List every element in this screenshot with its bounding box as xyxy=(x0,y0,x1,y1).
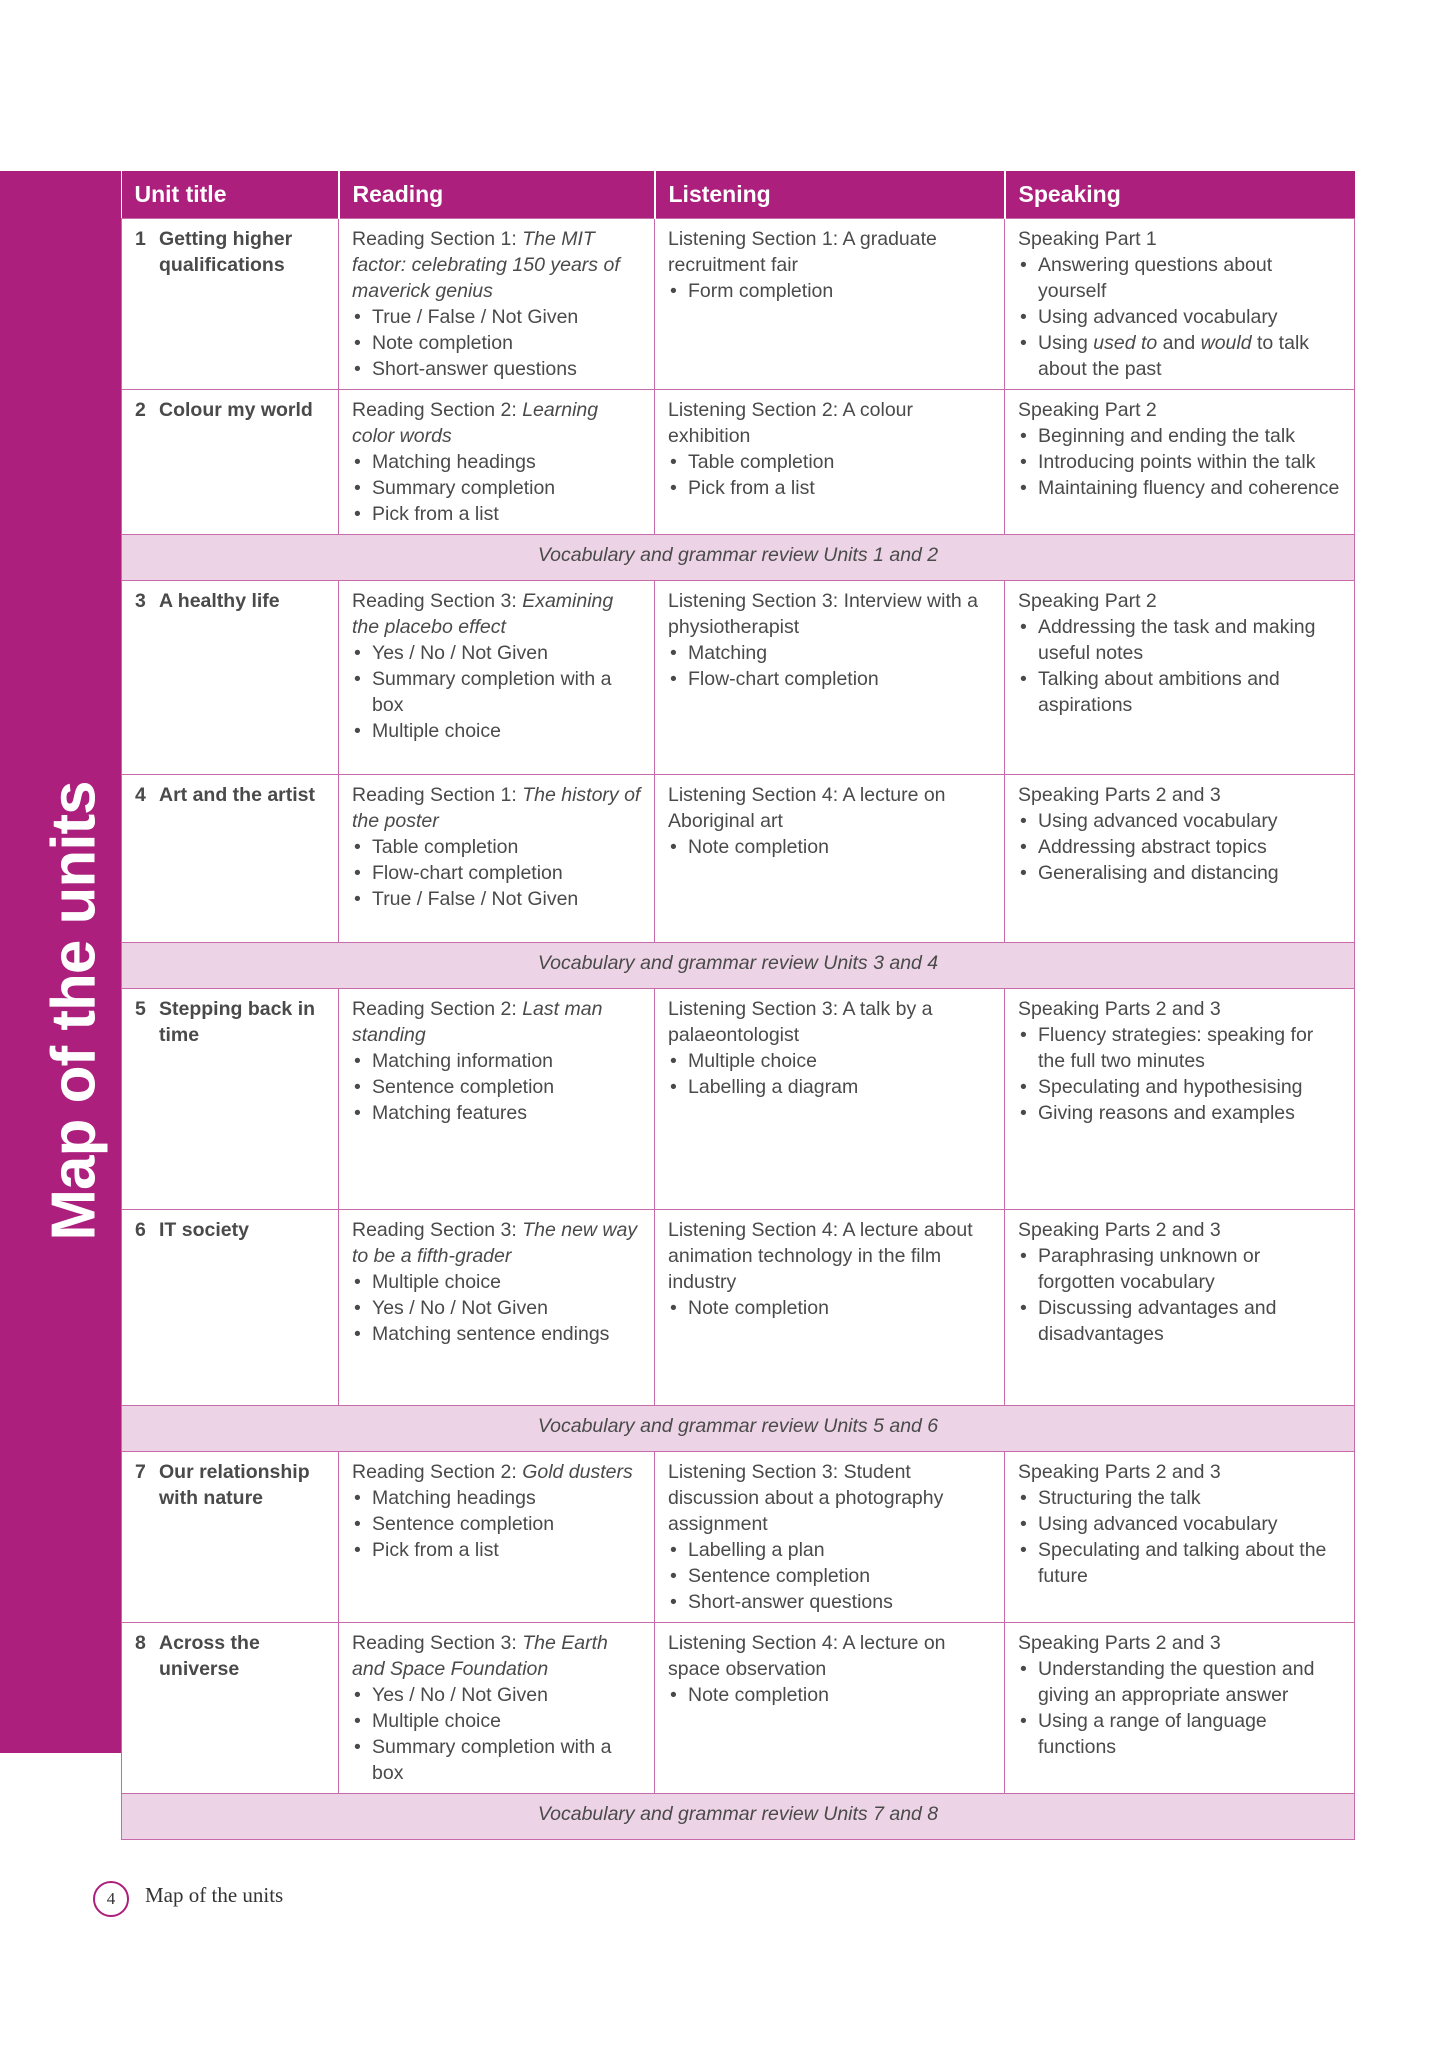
list-item: • Introducing points within the talk xyxy=(1018,449,1341,475)
unit-title-wrap xyxy=(135,996,325,1048)
listening-task-list xyxy=(668,1682,991,1708)
reading-passage-title: Examining the placebo effect xyxy=(352,590,614,638)
listening-task-list xyxy=(668,834,991,860)
list-item: • Generalising and distancing xyxy=(1018,860,1341,886)
header-speaking: Speaking xyxy=(1005,171,1355,219)
list-item: • Note completion xyxy=(352,330,641,356)
unit-number: 1 xyxy=(135,228,146,250)
reading-heading xyxy=(352,588,641,640)
unit-title-cell xyxy=(122,1452,339,1623)
reading-section: Reading Section 1: xyxy=(352,228,523,250)
speaking-task-list xyxy=(1018,1243,1341,1347)
reading-heading xyxy=(352,996,641,1048)
listening-cell xyxy=(655,1210,1005,1406)
speaking-heading: Speaking Parts 2 and 3 xyxy=(1018,784,1221,806)
list-item: • Short-answer questions xyxy=(352,356,641,382)
reading-task-list xyxy=(352,1048,641,1126)
side-title: Map of the units xyxy=(39,781,109,1241)
listening-task-list xyxy=(668,278,991,304)
unit-number: 5 xyxy=(135,998,146,1020)
list-item: • Using advanced vocabulary xyxy=(1018,1511,1341,1537)
speaking-task-list xyxy=(1018,1485,1341,1589)
list-item-part: used to xyxy=(1093,332,1158,354)
unit-title-wrap xyxy=(135,1630,325,1682)
listening-cell xyxy=(655,1623,1005,1794)
list-item: • Speculating and hypothesising xyxy=(1018,1074,1341,1100)
review-row xyxy=(122,943,1355,989)
units-table xyxy=(121,171,1355,1840)
unit-title-cell xyxy=(122,390,339,535)
list-item: • Pick from a list xyxy=(352,1537,641,1563)
list-item: • Labelling a diagram xyxy=(668,1074,991,1100)
speaking-heading: Speaking Part 2 xyxy=(1018,590,1157,612)
list-item: • Labelling a plan xyxy=(668,1537,991,1563)
unit-title-cell xyxy=(122,1623,339,1794)
unit-number: 2 xyxy=(135,399,146,421)
list-item: • Note completion xyxy=(668,1682,991,1708)
review-row xyxy=(122,1794,1355,1840)
speaking-cell xyxy=(1005,775,1355,943)
list-item: • Flow-chart completion xyxy=(668,666,991,692)
listening-cell xyxy=(655,989,1005,1210)
table-row xyxy=(122,1452,1355,1623)
speaking-heading: Speaking Parts 2 and 3 xyxy=(1018,998,1221,1020)
review-label: Vocabulary and grammar review Units 7 and 8 xyxy=(122,1794,1355,1840)
unit-name: Art and the artist xyxy=(159,784,316,806)
reading-passage-title: The MIT factor: celebrating 150 years of maverick genius xyxy=(352,228,620,302)
reading-section: Reading Section 3: xyxy=(352,1219,523,1241)
speaking-task-list xyxy=(1018,423,1341,501)
list-item: • Using advanced vocabulary xyxy=(1018,808,1341,834)
list-item: • Yes / No / Not Given xyxy=(352,1682,641,1708)
list-item: • Talking about ambitions and aspirations xyxy=(1018,666,1341,718)
reading-cell xyxy=(339,219,655,390)
list-item-part: would xyxy=(1200,332,1252,354)
unit-number: 3 xyxy=(135,590,146,612)
list-item: • True / False / Not Given xyxy=(352,886,641,912)
reading-task-list xyxy=(352,834,641,912)
header-row xyxy=(122,171,1355,219)
reading-cell xyxy=(339,775,655,943)
speaking-task-list xyxy=(1018,1656,1341,1760)
unit-title-wrap xyxy=(135,397,325,423)
list-item: • Yes / No / Not Given xyxy=(352,1295,641,1321)
unit-name: Colour my world xyxy=(159,399,313,421)
unit-title-wrap xyxy=(135,588,325,614)
unit-name: Our relationship with nature xyxy=(159,1461,310,1509)
speaking-cell xyxy=(1005,581,1355,775)
list-item-part: to talk about the past xyxy=(1038,332,1310,380)
list-item: • Note completion xyxy=(668,834,991,860)
reading-section: Reading Section 2: xyxy=(352,1461,523,1483)
reading-heading xyxy=(352,397,641,449)
listening-cell xyxy=(655,581,1005,775)
review-label: Vocabulary and grammar review Units 1 and 2 xyxy=(122,535,1355,581)
unit-title-cell xyxy=(122,1210,339,1406)
list-item: • Matching headings xyxy=(352,1485,641,1511)
table-row xyxy=(122,581,1355,775)
list-item: • Sentence completion xyxy=(668,1563,991,1589)
list-item: • Matching information xyxy=(352,1048,641,1074)
review-row xyxy=(122,1406,1355,1452)
unit-number: 4 xyxy=(135,784,146,806)
listening-heading: Listening Section 4: A lecture on space observation xyxy=(668,1632,946,1680)
list-item: • Multiple choice xyxy=(352,718,641,744)
listening-heading: Listening Section 3: A talk by a palaeontologist xyxy=(668,998,933,1046)
listening-cell xyxy=(655,219,1005,390)
header-reading: Reading xyxy=(339,171,655,219)
speaking-heading: Speaking Part 1 xyxy=(1018,228,1157,250)
speaking-task-list xyxy=(1018,808,1341,886)
list-item: • Yes / No / Not Given xyxy=(352,640,641,666)
reading-heading xyxy=(352,782,641,834)
reading-heading xyxy=(352,1217,641,1269)
list-item: • Form completion xyxy=(668,278,991,304)
speaking-task-list xyxy=(1018,252,1341,382)
page-number: 4 xyxy=(93,1881,129,1917)
speaking-task-list xyxy=(1018,614,1341,718)
list-item-part: and xyxy=(1157,332,1201,354)
list-item: • Maintaining fluency and coherence xyxy=(1018,475,1341,501)
list-item: • Structuring the talk xyxy=(1018,1485,1341,1511)
list-item: • Short-answer questions xyxy=(668,1589,991,1615)
table-row xyxy=(122,989,1355,1210)
reading-heading xyxy=(352,1459,641,1485)
unit-title-wrap xyxy=(135,1459,325,1511)
list-item: • Addressing the task and making useful notes xyxy=(1018,614,1341,666)
list-item: • Answering questions about yourself xyxy=(1018,252,1341,304)
reading-cell xyxy=(339,581,655,775)
list-item: • Flow-chart completion xyxy=(352,860,641,886)
reading-passage-title: The Earth and Space Foundation xyxy=(352,1632,608,1680)
speaking-cell xyxy=(1005,1210,1355,1406)
list-item: • Using a range of language functions xyxy=(1018,1708,1341,1760)
list-item: • True / False / Not Given xyxy=(352,304,641,330)
list-item: • Beginning and ending the talk xyxy=(1018,423,1341,449)
side-band xyxy=(0,171,121,1753)
unit-name: Across the universe xyxy=(159,1632,260,1680)
unit-name: Getting higher qualifications xyxy=(159,228,293,276)
unit-title-cell xyxy=(122,989,339,1210)
reading-task-list xyxy=(352,1682,641,1786)
list-item: • Discussing advantages and disadvantages xyxy=(1018,1295,1341,1347)
reading-cell xyxy=(339,1623,655,1794)
unit-name: Stepping back in time xyxy=(159,998,316,1046)
speaking-cell xyxy=(1005,390,1355,535)
listening-heading: Listening Section 3: Interview with a physiotherapist xyxy=(668,590,979,638)
speaking-heading: Speaking Part 2 xyxy=(1018,399,1157,421)
listening-task-list xyxy=(668,1537,991,1615)
list-item: • Summary completion with a box xyxy=(352,666,641,718)
speaking-heading: Speaking Parts 2 and 3 xyxy=(1018,1632,1221,1654)
reading-task-list xyxy=(352,449,641,527)
list-item: • Sentence completion xyxy=(352,1511,641,1537)
reading-task-list xyxy=(352,304,641,382)
list-item: • Using advanced vocabulary xyxy=(1018,304,1341,330)
table-row xyxy=(122,1623,1355,1794)
unit-number: 7 xyxy=(135,1461,146,1483)
reading-cell xyxy=(339,390,655,535)
unit-title-cell xyxy=(122,775,339,943)
reading-section: Reading Section 2: xyxy=(352,998,523,1020)
reading-task-list xyxy=(352,640,641,744)
reading-passage-title: Learning color words xyxy=(352,399,599,447)
list-item: • Pick from a list xyxy=(668,475,991,501)
unit-title-wrap xyxy=(135,782,325,808)
list-item: • Summary completion xyxy=(352,475,641,501)
list-item: • Matching xyxy=(668,640,991,666)
listening-cell xyxy=(655,1452,1005,1623)
listening-task-list xyxy=(668,640,991,692)
list-item: • Table completion xyxy=(668,449,991,475)
reading-cell xyxy=(339,1210,655,1406)
list-item-part: Using xyxy=(1038,332,1094,354)
speaking-heading: Speaking Parts 2 and 3 xyxy=(1018,1461,1221,1483)
list-item: • Matching headings xyxy=(352,449,641,475)
header-unit-title: Unit title xyxy=(122,171,339,219)
listening-heading: Listening Section 4: A lecture about animation technology in the film industry xyxy=(668,1219,973,1293)
reading-passage-title: The new way to be a fifth-grader xyxy=(352,1219,638,1267)
list-item: • Table completion xyxy=(352,834,641,860)
unit-title-wrap xyxy=(135,1217,325,1243)
list-item: • Addressing abstract topics xyxy=(1018,834,1341,860)
header-listening: Listening xyxy=(655,171,1005,219)
list-item: • Giving reasons and examples xyxy=(1018,1100,1341,1126)
footer-title: Map of the units xyxy=(145,1883,284,1907)
reading-passage-title: The history of the poster xyxy=(352,784,641,832)
speaking-cell xyxy=(1005,219,1355,390)
unit-number: 6 xyxy=(135,1219,146,1241)
list-item: • Understanding the question and giving an appropriate answer xyxy=(1018,1656,1341,1708)
unit-name: A healthy life xyxy=(159,590,280,612)
review-label: Vocabulary and grammar review Units 5 and 6 xyxy=(122,1406,1355,1452)
listening-heading: Listening Section 4: A lecture on Aboriginal art xyxy=(668,784,946,832)
review-row xyxy=(122,535,1355,581)
reading-heading xyxy=(352,226,641,304)
unit-title-cell xyxy=(122,581,339,775)
unit-number: 8 xyxy=(135,1632,146,1654)
reading-cell xyxy=(339,989,655,1210)
reading-passage-title: Last man standing xyxy=(352,998,603,1046)
reading-cell xyxy=(339,1452,655,1623)
list-item: • Multiple choice xyxy=(352,1708,641,1734)
listening-task-list xyxy=(668,1295,991,1321)
unit-title-cell xyxy=(122,219,339,390)
list-item: • Fluency strategies: speaking for the full two minutes xyxy=(1018,1022,1341,1074)
listening-heading: Listening Section 2: A colour exhibition xyxy=(668,399,913,447)
table-row xyxy=(122,219,1355,390)
list-item: • Paraphrasing unknown or forgotten vocabulary xyxy=(1018,1243,1341,1295)
table-row xyxy=(122,390,1355,535)
speaking-cell xyxy=(1005,1623,1355,1794)
list-item: • Matching features xyxy=(352,1100,641,1126)
list-item: • Sentence completion xyxy=(352,1074,641,1100)
reading-section: Reading Section 1: xyxy=(352,784,523,806)
list-item: • Note completion xyxy=(668,1295,991,1321)
reading-task-list xyxy=(352,1269,641,1347)
table-row xyxy=(122,1210,1355,1406)
unit-title-wrap xyxy=(135,226,325,278)
reading-heading xyxy=(352,1630,641,1682)
speaking-cell xyxy=(1005,989,1355,1210)
listening-heading: Listening Section 1: A graduate recruitment fair xyxy=(668,228,937,276)
reading-section: Reading Section 2: xyxy=(352,399,523,421)
list-item: • Pick from a list xyxy=(352,501,641,527)
list-item: • Multiple choice xyxy=(352,1269,641,1295)
list-item: • Matching sentence endings xyxy=(352,1321,641,1347)
reading-section: Reading Section 3: xyxy=(352,590,523,612)
list-item: • Speculating and talking about the future xyxy=(1018,1537,1341,1589)
reading-task-list xyxy=(352,1485,641,1563)
speaking-heading: Speaking Parts 2 and 3 xyxy=(1018,1219,1221,1241)
speaking-cell xyxy=(1005,1452,1355,1623)
reading-section: Reading Section 3: xyxy=(352,1632,523,1654)
listening-cell xyxy=(655,775,1005,943)
speaking-task-list xyxy=(1018,1022,1341,1126)
review-label: Vocabulary and grammar review Units 3 and 4 xyxy=(122,943,1355,989)
table-body xyxy=(122,219,1355,1840)
listening-task-list xyxy=(668,449,991,501)
list-item xyxy=(1018,330,1341,382)
reading-passage-title: Gold dusters xyxy=(522,1461,633,1483)
unit-name: IT society xyxy=(159,1219,249,1241)
listening-heading: Listening Section 3: Student discussion about a photography assignment xyxy=(668,1461,944,1535)
list-item: • Summary completion with a box xyxy=(352,1734,641,1786)
table-row xyxy=(122,775,1355,943)
listening-task-list xyxy=(668,1048,991,1100)
list-item: • Multiple choice xyxy=(668,1048,991,1074)
listening-cell xyxy=(655,390,1005,535)
